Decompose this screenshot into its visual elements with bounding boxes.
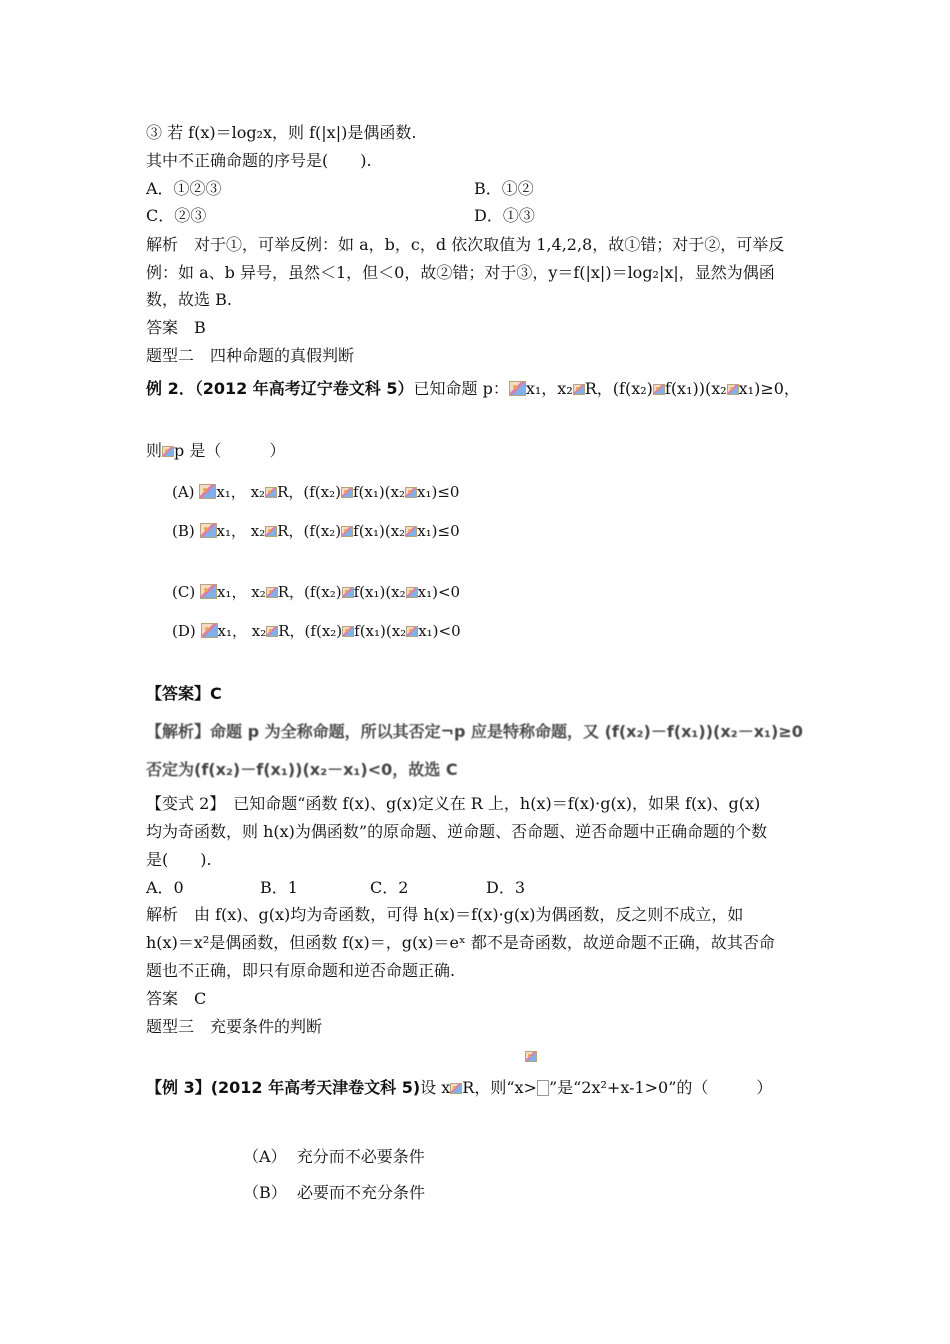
example-2-option-b: (B) x₁， x₂ R，(f(x₂) f(x₁)(x₂ x₁)≤0 bbox=[172, 522, 460, 540]
example-2-option-d: (D) x₁， x₂ R，(f(x₂) f(x₁)(x₂ x₁)<0 bbox=[172, 622, 461, 640]
example-2-stem: 例 2．（2012 年高考辽宁卷文科 5）已知命题 p： x₁，x₂ R，(f(x₂) f(x₁))(x₂ x₁)≥0， bbox=[146, 379, 800, 398]
variant-2-option-b: B．1 bbox=[260, 878, 298, 897]
image-placeholder-icon bbox=[162, 446, 174, 457]
variant-2-analysis-1: 解析 由 f(x)、g(x)均为奇函数，可得 h(x)＝f(x)·g(x)为偶函数，反之则不成立，如 bbox=[146, 905, 744, 924]
image-placeholder-icon bbox=[201, 623, 218, 638]
image-placeholder-icon bbox=[406, 626, 418, 637]
variant-2-line-3: 是( ). bbox=[146, 850, 212, 869]
example-2-option-a: (A) x₁， x₂ R，(f(x₂) f(x₁)(x₂ x₁)≤0 bbox=[172, 483, 460, 501]
example-3-option-a: （A） 充分而不必要条件 bbox=[243, 1147, 425, 1166]
example-3-option-b: （B） 必要而不充分条件 bbox=[243, 1183, 425, 1202]
image-placeholder-icon bbox=[200, 584, 217, 599]
image-placeholder-icon bbox=[450, 1083, 462, 1094]
image-placeholder-icon bbox=[405, 526, 417, 537]
variant-2-answer: 答案 C bbox=[146, 989, 207, 1008]
option-c: C．②③ bbox=[146, 206, 207, 225]
example-2-analysis-1: 【解析】命题 p 为全称命题，所以其否定¬p 应是特称命题，又 (f(x₂)－f(x₁))(x₂－x₁)≥0 bbox=[146, 722, 803, 741]
analysis-line-2: 例：如 a、b 异号，虽然＜1，但＜0，故②错；对于③，y＝f(|x|)＝log₂|x|，显然为偶函 bbox=[146, 263, 775, 282]
image-placeholder-icon bbox=[342, 626, 354, 637]
example-3-stem: 【例 3】(2012 年高考天津卷文科 5)设 x R，则“x> ”是“2x²+x-1>0”的（ ） bbox=[146, 1078, 773, 1097]
image-placeholder-icon bbox=[199, 484, 216, 499]
answer-line: 答案 B bbox=[146, 318, 206, 337]
question-line: 其中不正确命题的序号是( ). bbox=[146, 151, 372, 170]
image-placeholder-icon bbox=[509, 381, 526, 396]
image-placeholder-icon bbox=[727, 384, 739, 395]
image-placeholder-icon bbox=[653, 384, 665, 395]
example-2-answer: 【答案】C bbox=[146, 684, 222, 703]
variant-2-option-a: A．0 bbox=[146, 878, 184, 897]
fraction-placeholder-box bbox=[537, 1080, 549, 1096]
variant-2-option-d: D．3 bbox=[486, 878, 526, 897]
example-2-option-c: (C) x₁， x₂ R，(f(x₂) f(x₁)(x₂ x₁)<0 bbox=[172, 583, 461, 601]
section-title-type-3: 题型三 充要条件的判断 bbox=[146, 1017, 323, 1036]
image-placeholder-icon bbox=[341, 526, 353, 537]
image-placeholder-icon bbox=[265, 487, 277, 498]
example-3-label: 【例 3】(2012 年高考天津卷文科 5) bbox=[146, 1078, 421, 1097]
image-placeholder-icon bbox=[266, 587, 278, 598]
analysis-line-3: 数，故选 B. bbox=[146, 290, 232, 309]
image-placeholder-icon bbox=[341, 487, 353, 498]
example-2-analysis-2: 否定为(f(x₂)－f(x₁))(x₂－x₁)<0，故选 C bbox=[146, 760, 458, 779]
analysis-line-1: 解析 对于①，可举反例：如 a，b，c，d 依次取值为 1,4,2,8，故①错；对于②，可举反 bbox=[146, 235, 785, 254]
image-placeholder-icon bbox=[200, 523, 217, 538]
example-2-question: 则 p 是（ ） bbox=[146, 441, 286, 460]
variant-2-line-1: 【变式 2】 已知命题“函数 f(x)、g(x)定义在 R 上，h(x)＝f(x)·g(x)，如果 f(x)、g(x) bbox=[146, 794, 761, 813]
image-placeholder-icon bbox=[342, 587, 354, 598]
image-placeholder-icon bbox=[525, 1046, 537, 1065]
option-a: A．①②③ bbox=[146, 179, 222, 198]
image-placeholder-icon bbox=[406, 587, 418, 598]
example-2-label: 例 2．（2012 年高考辽宁卷文科 5） bbox=[146, 379, 414, 398]
variant-2-analysis-2: h(x)＝x²是偶函数，但函数 f(x)＝，g(x)＝eˣ 都不是奇函数，故逆命题不正确，故其否命 bbox=[146, 933, 775, 952]
section-title-type-2: 题型二 四种命题的真假判断 bbox=[146, 346, 355, 365]
variant-2-option-c: C．2 bbox=[370, 878, 409, 897]
variant-2-analysis-3: 题也不正确，即只有原命题和逆否命题正确. bbox=[146, 961, 456, 980]
image-placeholder-icon bbox=[265, 526, 277, 537]
item-3: ③ 若 f(x)＝log₂x，则 f(|x|)是偶函数. bbox=[146, 123, 417, 142]
image-placeholder-icon bbox=[573, 384, 585, 395]
option-b: B．①② bbox=[474, 179, 534, 198]
option-d: D．①③ bbox=[474, 206, 535, 225]
image-placeholder-icon bbox=[266, 626, 278, 637]
variant-2-line-2: 均为奇函数，则 h(x)为偶函数”的原命题、逆命题、否命题、逆否命题中正确命题的个数 bbox=[146, 822, 768, 841]
image-placeholder-icon bbox=[405, 487, 417, 498]
